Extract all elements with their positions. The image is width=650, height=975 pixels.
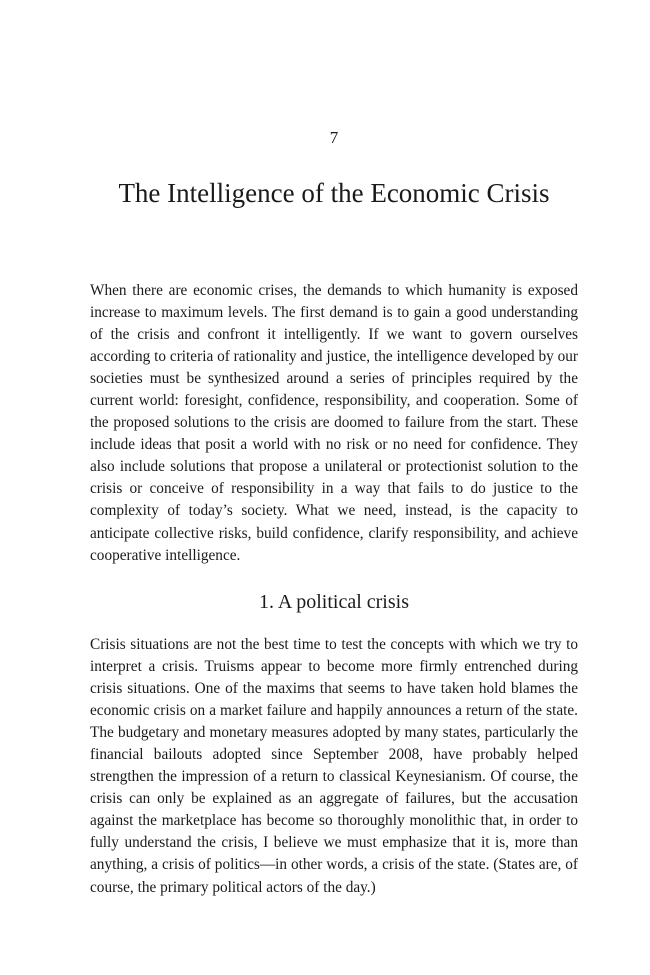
chapter-title: The Intelligence of the Economic Crisis [118, 178, 550, 208]
intro-paragraph: When there are economic crises, the demands to which humanity is exposed increase to maximum levels. The first demand is to gain a good understanding of the crisis and confront it intelligently. If we want to govern ourselves according to criteria of rationality and justice, the intelligence developed by our societies must be synthesized around a series of principles required by the current world: foresight, confidence, responsibility, and cooperation. Some of the proposed solutions to the crisis are doomed to failure from the start. These include ideas that posit a world with no risk or no need for confidence. They also include solutions that propose a unilateral or protectionist solution to the crisis or conceive of responsibility in a way that fails to do justice to the complexity of today’s society. What we need, instead, is the capacity to anticipate collective risks, build confidence, clarify responsibility, and achieve cooperative intelligence. [90, 282, 578, 564]
section-paragraph: Crisis situations are not the best time to test the concepts with which we try to interpret a crisis. Truisms appear to become more firmly entrenched during crisis situations. One of the maxims that seems to have taken hold blames the economic crisis on a market failure and happily announces a return of the state. The budgetary and monetary measures adopted by many states, particularly the financial bailouts adopted since September 2008, have probably helped strengthen the impression of a return to classical Keynesianism. Of course, the crisis can only be explained as an aggregate of failures, but the accusation against the marketplace has become so thoroughly monolithic that, in order to fully understand the crisis, I believe we must emphasize that it is, more than anything, a crisis of politics—in other words, a crisis of the state. (States are, of course, the primary political actors of the day.) [90, 636, 578, 896]
chapter-number: 7 [329, 128, 339, 147]
section-heading: 1. A political crisis [259, 591, 409, 613]
